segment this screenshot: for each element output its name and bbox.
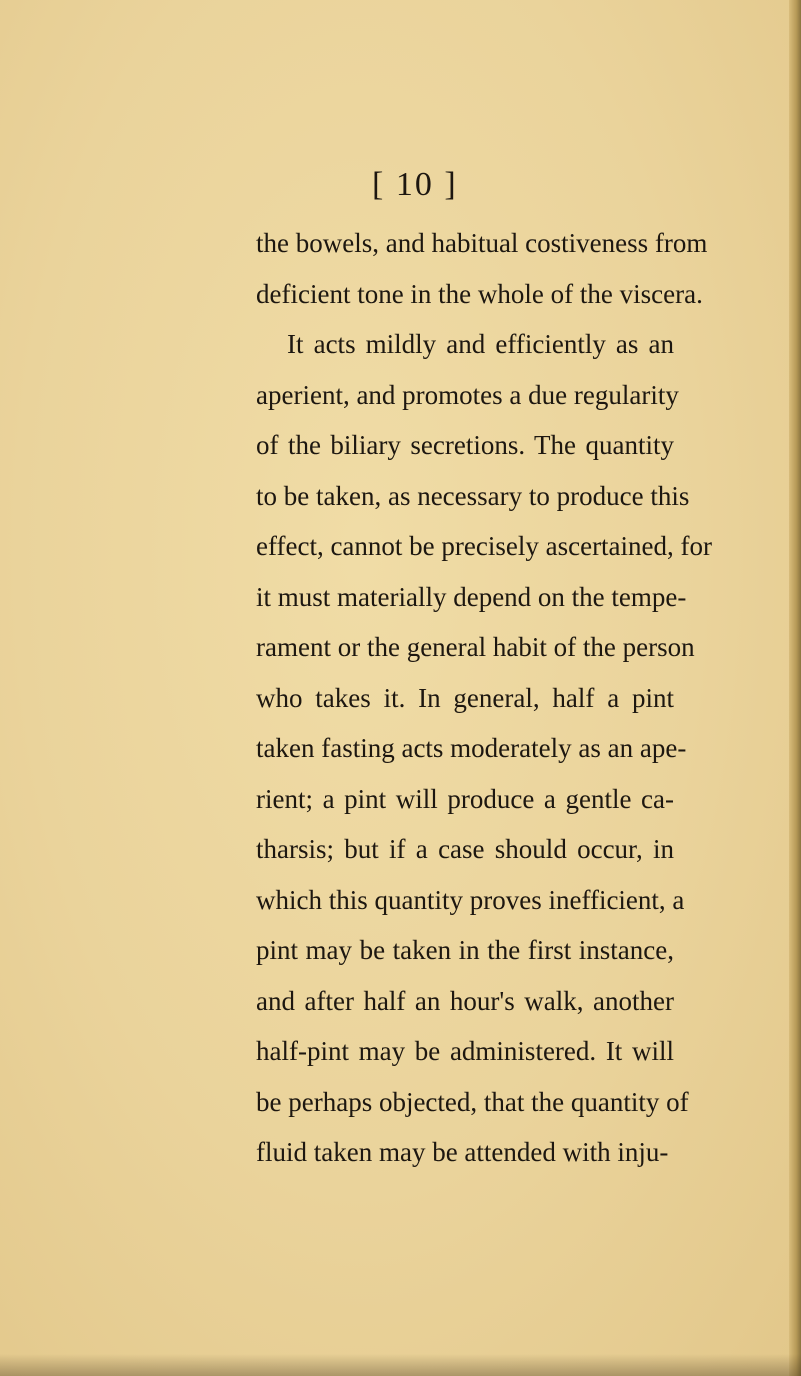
text-line: to be taken, as necessary to produce this [256,480,690,511]
page-number: [ 10 ] [372,166,458,203]
text-line: it must materially depend on the tempe- [256,581,687,612]
text-line: half-pint may be administered. It will [256,1036,674,1066]
text-line: effect, cannot be precisely ascertained, for [256,531,713,561]
text-line: who takes it. In general, half a pint [256,682,674,713]
text-line: deficient tone in the whole of the viscera. [256,278,703,309]
text-line: It acts mildly and efficiently as an [287,329,674,359]
text-line: and after half an hour's walk, another [256,985,674,1016]
page-edge-shadow [789,0,801,1376]
text-line: of the biliary secretions. The quantity [256,430,674,460]
page-bottom-shadow [0,1354,801,1376]
text-line: aperient, and promotes a due regularity [256,379,679,410]
text-line: rient; a pint will produce a gentle ca- [256,783,674,814]
text-line: fluid taken may be attended with inju- [256,1137,669,1167]
text-line: taken fasting acts moderately as an ape- [256,733,687,763]
text-line: rament or the general habit of the person [256,632,695,662]
text-line: tharsis; but if a case should occur, in [256,834,674,864]
text-line: which this quantity proves inefficient, a [256,884,685,915]
text-line: be perhaps objected, that the quantity of [256,1086,689,1117]
text-line: pint may be taken in the first instance, [256,935,674,965]
text-line: the bowels, and habitual costiveness from [256,228,708,258]
body-text [256,218,713,1178]
